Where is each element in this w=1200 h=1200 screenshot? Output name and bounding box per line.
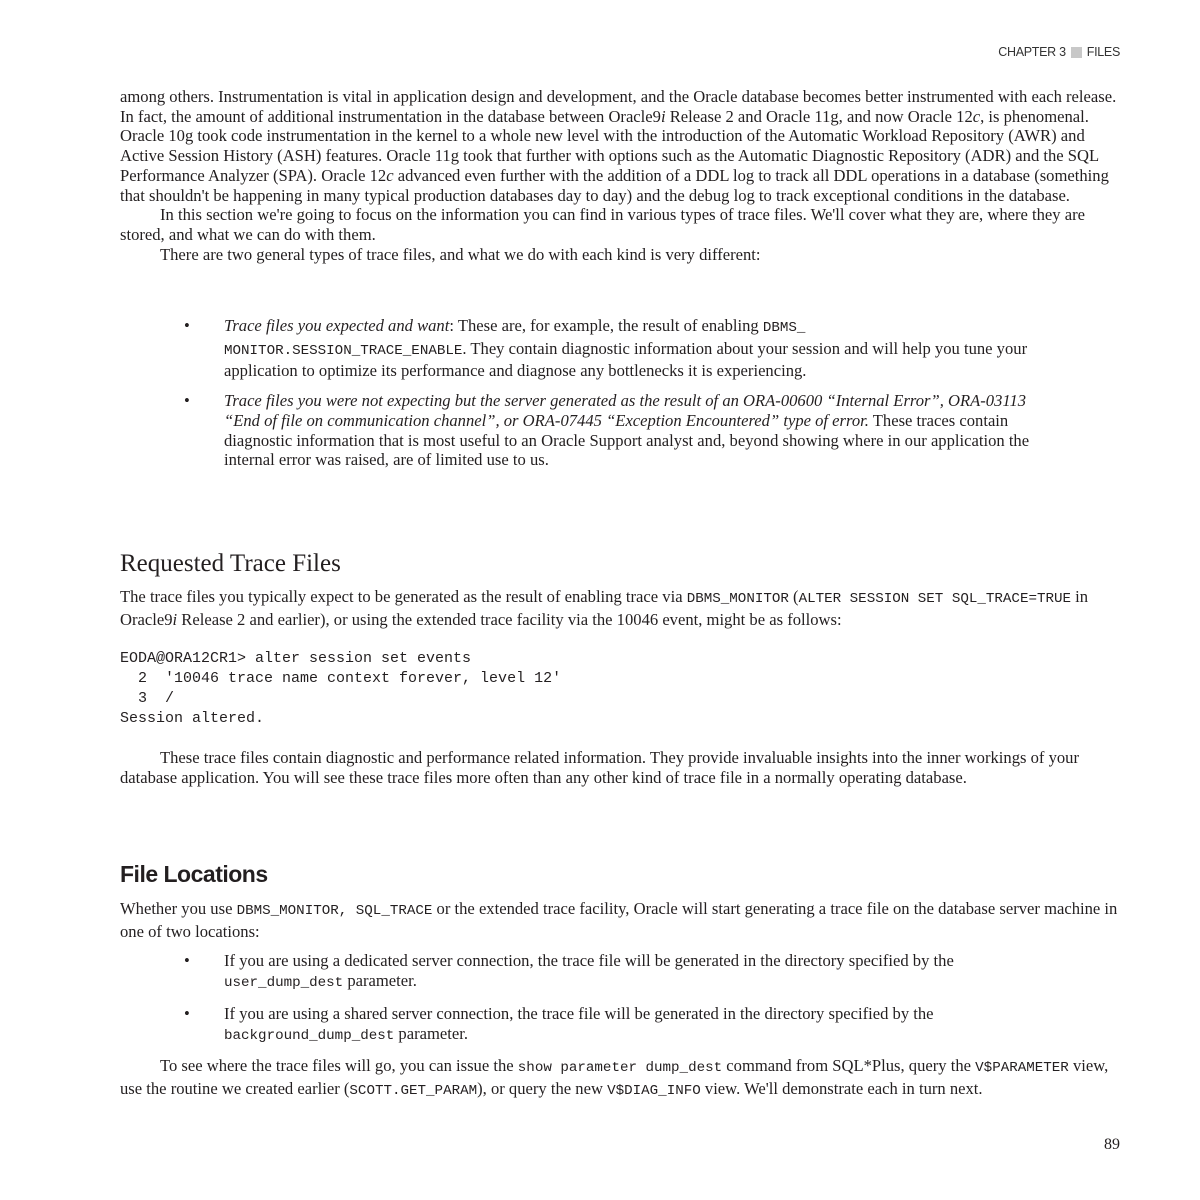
page-number: 89: [1104, 1136, 1120, 1153]
file-locations-section: [120, 860, 1120, 1102]
section-paragraph: These trace files contain diagnostic and performance related information. They provide invaluable insights into the inner workings of your database application. You will see these trace files more often than any other kind of trace file in a normally operating database.: [120, 748, 1079, 788]
running-head: [998, 45, 1120, 59]
intro-paragraph-1: among others. Instrumentation is vital in application design and development, and the Oracle database becomes better instrumented with each release. In fact, the amount of additional instrumentation in the database between Oracle9i Release 2 and Oracle 11g, and now Oracle 12c, is phenomenal. Oracle 10g took code instrumentation in the kernel to a whole new level with the introduction of the Automatic Workload Repository (AWR) and Active Session History (ASH) features. Oracle 11g took that further with options such as the Automatic Diagnostic Repository (ADR) and the SQL Performance Analyzer (SPA). Oracle 12c advanced even further with the addition of a DDL log to track all DDL operations in a database (something that shouldn't be happening in many typical production databases day to day) and the debug log to track exceptional conditions in the database.: [120, 87, 1117, 205]
bullet-icon: •: [184, 1003, 190, 1023]
bullet-icon: •: [184, 391, 190, 411]
chapter-label: CHAPTER 3: [998, 45, 1066, 59]
list-item: • If you are using a shared server connection, the trace file will be generated in the directory specified by the background_dump_dest parameter.: [184, 1003, 934, 1044]
section-heading: Requested Trace Files: [120, 550, 341, 577]
intro-block: [120, 87, 1120, 264]
separator-square-icon: [1071, 47, 1082, 58]
trace-types-list: [120, 316, 1120, 470]
list-item: • Trace files you were not expecting but the server generated as the result of an ORA-00600 “Internal Error”, ORA-03113 “End of file on communication channel”, or ORA-07445 “Exception Encountered” type of error. These traces contain diagnostic information that is most useful to an Oracle Support analyst and, beyond showing where in our application the internal error was raised, are of limited use to us.: [184, 391, 1030, 470]
section-paragraph: To see where the trace files will go, you can issue the show parameter dump_dest command from SQL*Plus, query the V$PARAMETER view, use the routine we created earlier (SCOTT.GET_PARAM), or query the new V$DIAG_INFO view. We'll demonstrate each in turn next.: [120, 1056, 1109, 1099]
bullet-icon: •: [184, 316, 190, 335]
bullet-icon: •: [184, 951, 190, 971]
section-heading: File Locations: [120, 861, 268, 887]
list-item: • Trace files you expected and want: These are, for example, the result of enabling DBMS_ MONITOR.SESSION_TRACE_ENABLE. They contain diagnostic information about your session and will help you tune your application to optimize its performance and diagnose any bottlenecks it is experiencing.: [184, 316, 1028, 381]
intro-paragraph-2: In this section we're going to focus on the information you can find in various types of trace files. We'll cover what they are, where they are stored, and what we can do with them.: [120, 205, 1085, 244]
section-paragraph: The trace files you typically expect to be generated as the result of enabling trace via DBMS_MONITOR (ALTER SESSION SET SQL_TRACE=TRUE in Oracle9i Release 2 and earlier), or using the extended trace facility via the 10046 event, might be as follows:: [120, 587, 1089, 629]
requested-trace-files-section: [120, 549, 1120, 788]
list-item: • If you are using a dedicated server connection, the trace file will be generated in the directory specified by the user_dump_dest parameter.: [184, 951, 954, 992]
section-paragraph: Whether you use DBMS_MONITOR, SQL_TRACE or the extended trace facility, Oracle will start generating a trace file on the database server machine in one of two locations:: [120, 899, 1118, 941]
code-listing: EODA@ORA12CR1> alter session set events 2 '10046 trace name context forever, level 12' 3 / Session altered.: [120, 650, 562, 728]
intro-paragraph-3: There are two general types of trace files, and what we do with each kind is very different:: [160, 244, 761, 264]
section-label: FILES: [1086, 45, 1120, 59]
